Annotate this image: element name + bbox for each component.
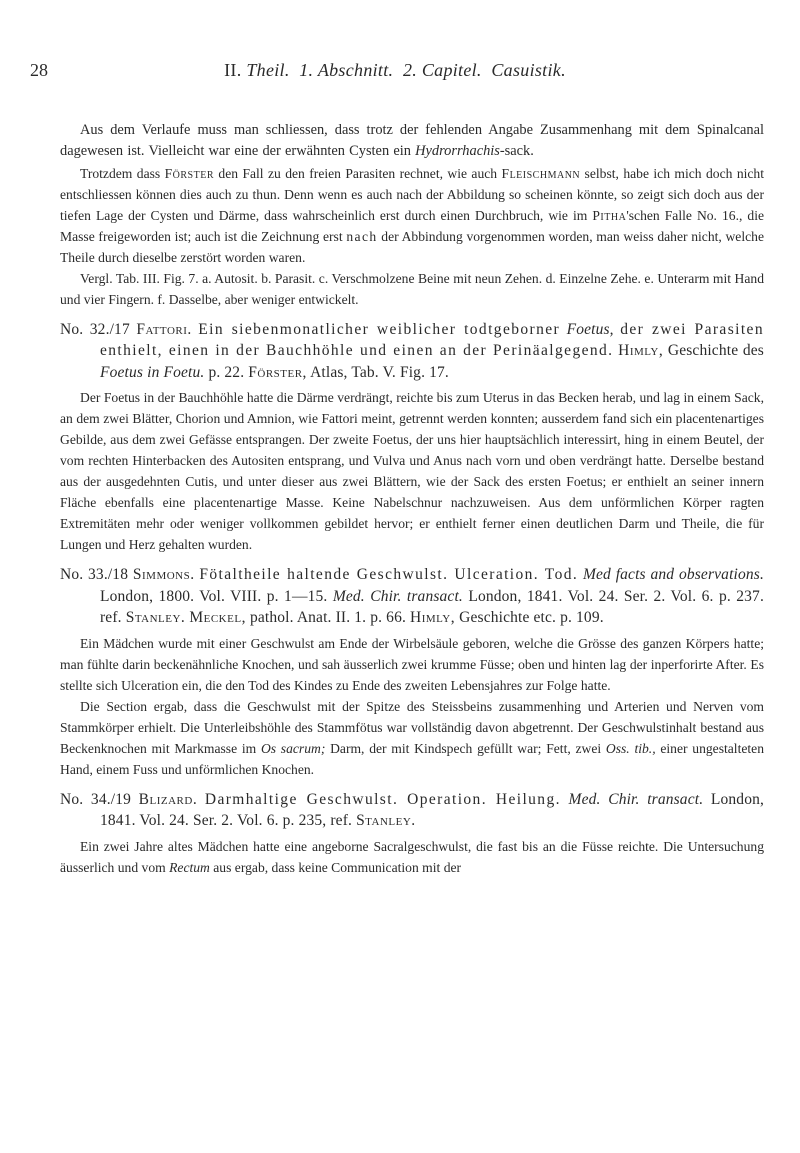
ref-author-meckel: Meckel, (189, 609, 246, 627)
ref-author-stanley: Stanley. (125, 609, 186, 627)
emphasis-nach: nach (346, 228, 378, 244)
running-title (30, 60, 760, 81)
ref-journal: Med facts and observations. (582, 566, 764, 584)
case-33-description: Ein Mädchen wurde mit einer Geschwulst am Ende der Wirbelsäule geboren, welche die Grösse des ganzen Körpers hatte; man fühlte darin beckenähnliche Knochen, und sah äusserlich zwei krumme Füsse; oben und hinten lag der inperforirte After. Es stellte sich Ulceration ein, die den Tod des Kindes zu Ende des zweiten Lebensjahres zur Folge hatte. (60, 635, 764, 693)
casuistik-label: Casuistik. (491, 60, 566, 80)
case-number: No. 34./19 (60, 790, 131, 808)
term-hydrorrhachis: Hydrorrhachis (415, 143, 500, 160)
ref-text: London, 1800. Vol. VIII. p. 1—15. (100, 587, 333, 605)
chapter-label: 2. Capitel. (402, 60, 482, 80)
ref-text: Atlas, Tab. V. Fig. 17. (306, 363, 449, 381)
case-entry-34 (60, 789, 764, 832)
text-run: Aus dem Verlaufe muss man schliessen, dass trotz der fehlenden Angabe Zusammenhang mit dem Spinalcanal dagewesen ist. Vielleicht war eine der erwähnten Cysten ein (60, 122, 764, 160)
case-34-description (60, 836, 764, 878)
case-33-section (60, 696, 764, 780)
text-run: aus ergab, dass keine Communication mit der (209, 859, 462, 875)
text-run: der Abbindung vorgenommen worden, man weiss daher nicht, welche Theile durch dieselbe zerstört worden waren. (60, 228, 764, 265)
paragraph-conclusion (60, 120, 764, 163)
ref-text: Geschichte etc. p. 109. (455, 609, 604, 627)
case-entry-33 (60, 564, 764, 629)
case-title: Fötaltheile haltende Geschwulst. Ulceration. Tod. (199, 566, 579, 584)
case-32-description: Der Foetus in der Bauchhöhle hatte die Därme verdrängt, reichte bis zum Uterus in das Becken herab, und lag in einem Sack, an dem zwei Blätter, Chorion und Amnion, wie Fattori meint, getrennt werden konnten; ausserdem fand sich ein placentenartiges Gebilde, aus dem zwei Gefässe entsprangen. Der zweite Foetus, der uns hier hauptsächlich interessirt, hing in einem Beutel, der vom rechten Hinterbacken des Autositen entsprang, und Vulva und Anus nach vorn und oben verdrängt hatte. Derselbe bestand aus der ausgedehnten Cutis, und unter dieser aus zwei Blättern, wie der Sack des ersten Foetus; er enthielt an seiner innern Fläche ebenfalls eine placentenartige Masse. Keine Nabelschnur nachzuweisen. Aus dem unförmlichen Körper ragten Extremitäten mehr oder weniger vollkommen gebildet hervor; er enthielt ferner einen deutlichen Darm und Theile, die für Lungen und Herz gehalten wurden. (60, 390, 764, 553)
author-fleischmann: Fleischmann (501, 165, 581, 181)
author-foerster: Förster (164, 165, 214, 181)
case-title-foetus: Foetus, (566, 320, 614, 338)
term-os-sacrum: Os sacrum; (260, 740, 326, 756)
running-header (30, 60, 760, 90)
ref-text: Geschichte des (663, 342, 764, 360)
paragraph-figure-reference: Vergl. Tab. III. Fig. 7. a. Autosit. b. Parasit. c. Verschmolzene Beine mit neun Zehen. d. Einzelne Zehe. e. Unterarm mit Hand und vier Fingern. f. Dasselbe, aber weniger entwickelt. (60, 270, 764, 307)
text-run: Die Section ergab, dass die Geschwulst mit der Spitze des Steissbeins zusammenhing und Arterien und Nerven vom Stammkörper erhielt. Die Unterleibshöhle des Stammfötus war vollständig davon abgetrennt. Der Geschwulstinhalt bestand aus Beckenknochen mit Markmasse im (60, 698, 764, 756)
text-run: einer ungestalteten Hand, einem Fuss und unförmlichen Knochen. (60, 740, 764, 777)
paragraph-discussion (60, 163, 764, 268)
ref-author-himly: Himly, (618, 342, 664, 360)
page-number: 28 (30, 60, 48, 80)
part-label: Theil. (246, 60, 290, 80)
ref-journal: Med. Chir. transact. (568, 790, 704, 808)
author-pitha: Pitha (592, 207, 627, 223)
ref-text: pathol. Anat. II. 1. p. 66. (245, 609, 411, 627)
ref-text: p. 22. (204, 363, 249, 381)
term-rectum: Rectum (169, 859, 210, 875)
ref-title: Foetus in Foetu. (100, 363, 205, 381)
term-oss-tib: Oss. tib., (605, 740, 656, 756)
part-number: II. (224, 60, 242, 80)
case-title-continued: der zwei Parasiten enthielt, einen in der Bauchhöhle und einen an der Perinäalgegend. (100, 320, 764, 360)
case-author: Simmons. (132, 566, 195, 584)
text-run: -sack. (499, 143, 534, 160)
case-number: No. 32./17 (60, 320, 130, 338)
text-run: den Fall zu den freien Parasiten rechnet, wie auch (214, 165, 502, 181)
case-author: Fattori. (136, 320, 192, 338)
ref-journal: Med. Chir. transact. (332, 587, 463, 605)
case-number: No. 33./18 (60, 566, 129, 584)
case-author: Blizard. (138, 790, 198, 808)
ref-text: London, 1841. Vol. 24. Ser. 2. Vol. 6. p. 237. ref. (100, 587, 764, 627)
ref-author-stanley: Stanley. (356, 812, 416, 830)
section-label: 1. Abschnitt. (299, 60, 394, 80)
text-run: Ein zwei Jahre altes Mädchen hatte eine angeborne Sacralgeschwulst, die fast bis an die Füsse reichte. Die Untersuchung äusserlich und vom (60, 838, 764, 875)
case-title: Ein siebenmonatlicher weiblicher todtgeborner (198, 320, 561, 338)
case-title: Darmhaltige Geschwulst. Operation. Heilung. (204, 790, 561, 808)
main-text (60, 120, 764, 878)
ref-author-foerster: Förster, (248, 363, 307, 381)
case-entry-32 (60, 319, 764, 384)
text-run: 'schen Falle No. 16., die Masse freigeworden ist; auch ist die Zeichnung erst (60, 207, 765, 244)
ref-text: London, 1841. Vol. 24. Ser. 2. Vol. 6. p. 235, ref. (100, 790, 765, 830)
text-run: selbst, habe ich mich doch nicht entschliessen können dies auch zu thun. Denn wenn es auch nach der Abbildung so scheinen könnte, so zeigt sich doch aus der tiefen Lage der Cysten und Därme, dass wahrscheinlich erst durch einen Durchbruch, wie im (60, 165, 764, 223)
text-run: Trotzdem dass (80, 165, 165, 181)
text-run: Darm, der mit Kindspech gefüllt war; Fett, zwei (325, 740, 606, 756)
ref-author-himly: Himly, (410, 609, 456, 627)
